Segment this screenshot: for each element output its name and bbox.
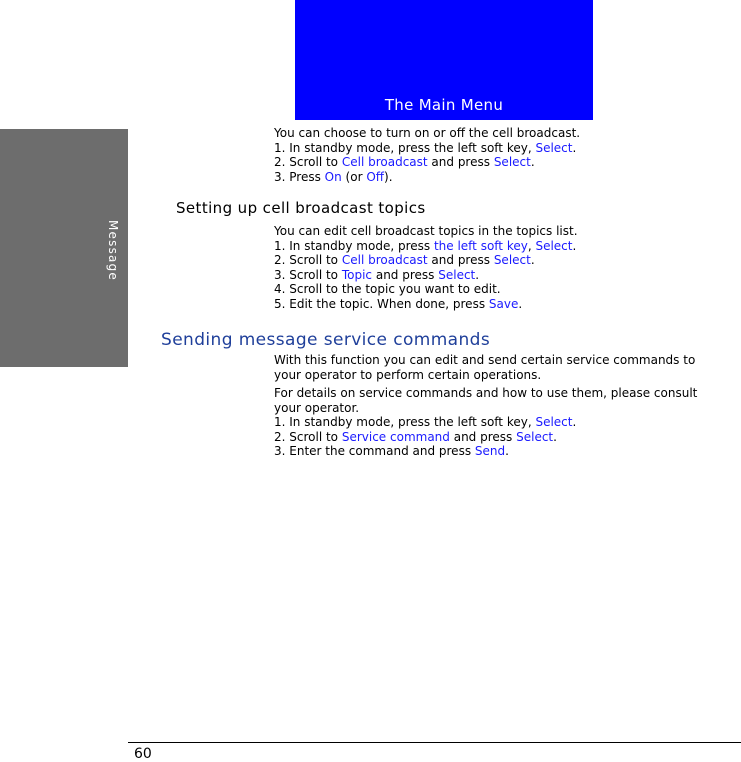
keyword: the left soft key [433, 238, 528, 253]
section2-step3: 3. Scroll to Topic and press Select. [274, 267, 480, 282]
cell-broadcast-section [274, 126, 724, 184]
section3-heading: Sending message service commands [161, 330, 491, 350]
chapter-tab-label: Message [106, 220, 120, 281]
keyword: Cell broadcast [341, 155, 428, 169]
keyword: On [324, 169, 342, 184]
keyword: Select [535, 140, 573, 155]
keyword: Off [366, 169, 385, 184]
banner-title: The Main Menu [384, 96, 504, 114]
section2-step2: 2. Scroll to Cell broadcast and press Select. [274, 253, 535, 267]
header-banner [295, 0, 593, 120]
section2-step1: 1. In standby mode, press the left soft key, Select. [274, 238, 577, 253]
section2-step5: 5. Edit the topic. When done, press Save. [274, 296, 523, 311]
keyword: Select [438, 267, 476, 282]
keyword: Select [493, 253, 531, 267]
service-commands-section [274, 353, 724, 459]
section1-step2: 2. Scroll to Cell broadcast and press Select. [274, 155, 535, 169]
section1-step3: 3. Press On (or Off). [274, 169, 393, 184]
keyword: Select [516, 429, 554, 444]
section1-intro: You can choose to turn on or off the cell broadcast. [274, 126, 581, 140]
keyword: Select [535, 415, 573, 429]
topics-section [274, 224, 724, 311]
section2-heading: Setting up cell broadcast topics [176, 199, 426, 217]
section3-para2: For details on service commands and how to use them, please consult your operator. [274, 386, 698, 415]
keyword: Send [474, 444, 506, 458]
keyword: Cell broadcast [341, 253, 428, 267]
page-number: 60 [134, 746, 152, 762]
keyword: Service command [341, 429, 450, 444]
keyword: Save [488, 296, 519, 311]
section3-para1: With this function you can edit and send certain service commands to your operator to perform certain operations. [274, 353, 696, 382]
section1-step1: 1. In standby mode, press the left soft key, Select. [274, 140, 577, 155]
keyword: Select [493, 155, 531, 169]
keyword: Select [535, 238, 573, 253]
section3-step3: 3. Enter the command and press Send. [274, 444, 509, 458]
footer-divider [128, 742, 741, 743]
section3-step1: 1. In standby mode, press the left soft key, Select. [274, 415, 577, 429]
section2-intro: You can edit cell broadcast topics in the topics list. [274, 224, 578, 238]
section2-step4: 4. Scroll to the topic you want to edit. [274, 282, 501, 296]
section3-step2: 2. Scroll to Service command and press Select. [274, 429, 557, 444]
keyword: Topic [341, 267, 373, 282]
